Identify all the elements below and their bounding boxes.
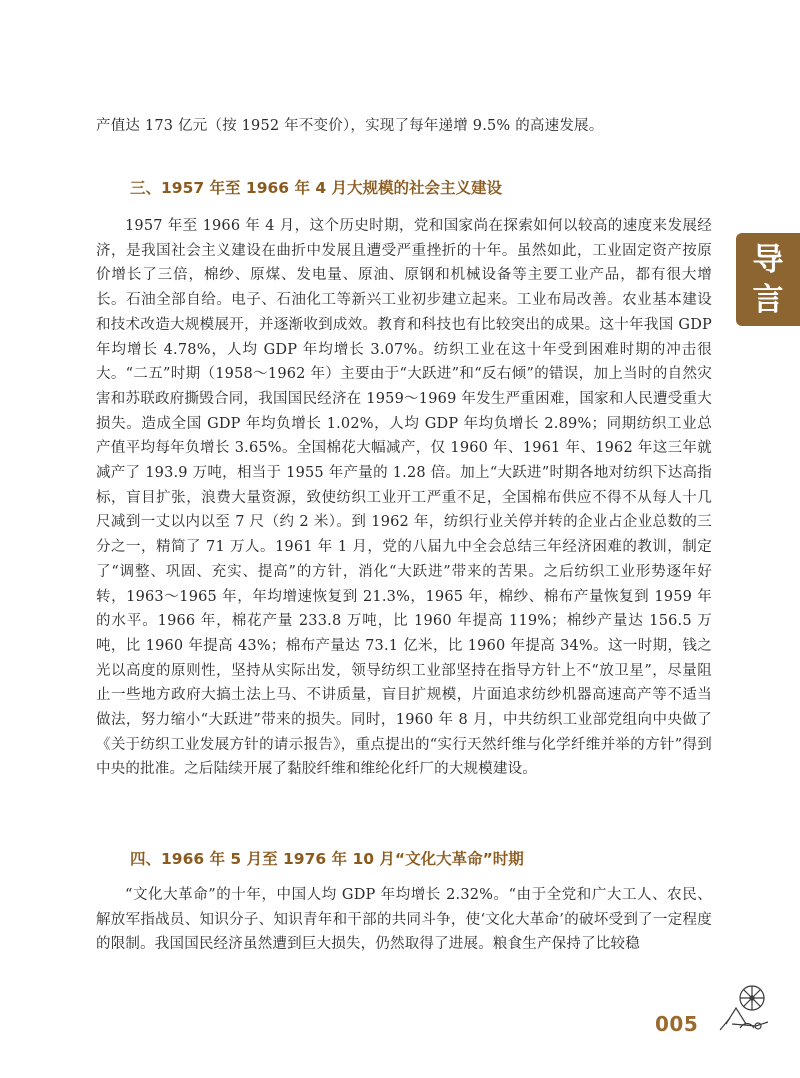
paragraph-continuation: 产值达 173 亿元（按 1952 年不变价），实现了每年递增 9.5% 的高速发展。	[96, 118, 604, 134]
spinning-wheel-ornament-icon	[716, 982, 772, 1034]
side-tab-char-2: 言	[752, 281, 784, 318]
section-heading-3: 三、1957 年至 1966 年 4 月大规模的社会主义建设	[130, 179, 503, 197]
section-4-body-paragraph: “文化大革命”的十年，中国人均 GDP 年均增长 2.32%。“由于全党和广大工人、农民、解放军指战员、知识分子、知识青年和干部的共同斗争，使‘文化大革命’的破坏受到了一定程度的限制。我国国民经济虽然遭到巨大损失，仍然取得了进展。粮食生产保持了比较稳	[96, 887, 712, 953]
chapter-side-tab	[736, 233, 800, 326]
side-tab-char-1: 导	[752, 241, 784, 278]
section-heading-4: 四、1966 年 5 月至 1976 年 10 月“文化大革命”时期	[130, 850, 524, 868]
section-3-body-paragraph: 1957 年至 1966 年 4 月，这个历史时期，党和国家尚在探索如何以较高的速度来发展经济，是我国社会主义建设在曲折中发展且遭受严重挫折的十年。虽然如此，工业固定资产按原价增长了三倍，棉纱、原煤、发电量、原油、原钢和机械设备等主要工业产品，都有很大增长。石油全部自给。电子、石油化工等新兴工业初步建立起来。工业布局改善。农业基本建设和技术改造大规模展开，并逐渐收到成效。教育和科技也有比较突出的成果。这十年我国 GDP 年均增长 4.78%，人均 GDP 年均增长 3.07%。纺织工业在这十年受到困难时期的冲击很大。“二五”时期（1958～1962 年）主要由于“大跃进”和“反右倾”的错误，加上当时的自然灾害和苏联政府撕毁合同，我国国民经济在 1959～1969 年发生严重困难，国家和人民遭受重大损失。造成全国 GDP 年均负增长 1.02%，人均 GDP 年均负增长 2.89%；同期纺织工业总产值平均每年负增长 3.65%。全国棉花大幅减产，仅 1960 年、1961 年、1962 年这三年就减产了 193.9 万吨，相当于 1955 年产量的 1.28 倍。加上“大跃进”时期各地对纺织下达高指标，盲目扩张，浪费大量资源，致使纺织工业开工严重不足，全国棉布供应不得不从每人十几尺减到一丈以内以至 7 尺（约 2 米）。到 1962 年，纺织行业关停并转的企业占企业总数的三分之一，精简了 71 万人。1961 年 1 月，党的八届九中全会总结三年经济困难的教训，制定了“调整、巩固、充实、提高”的方针，消化“大跃进”带来的苦果。之后纺织工业形势逐年好转，1963～1965 年，年均增速恢复到 21.3%，1965 年，棉纱、棉布产量恢复到 1959 年的水平。1966 年，棉花产量 233.8 万吨，比 1960 年提高 119%；棉纱产量达 156.5 万吨，比 1960 年提高 43%；棉布产量达 73.1 亿米，比 1960 年提高 34%。这一时期，钱之光以高度的原则性，坚持从实际出发，领导纺织工业部坚持在指导方针上不“放卫星”，尽量阻止一些地方政府大搞土法上马、不讲质量，盲目扩规模，片面追求纺纱机器高速高产等不适当做法，努力缩小“大跃进”带来的损失。同时，1960 年 8 月，中共纺织工业部党组向中央做了《关于纺织工业发展方针的请示报告》，重点提出的“实行天然纤维与化学纤维并举的方针”得到中央的批准。之后陆续开展了黏胶纤维和维纶化纤厂的大规模建设。	[96, 218, 712, 778]
page-number: 005	[655, 1012, 699, 1036]
